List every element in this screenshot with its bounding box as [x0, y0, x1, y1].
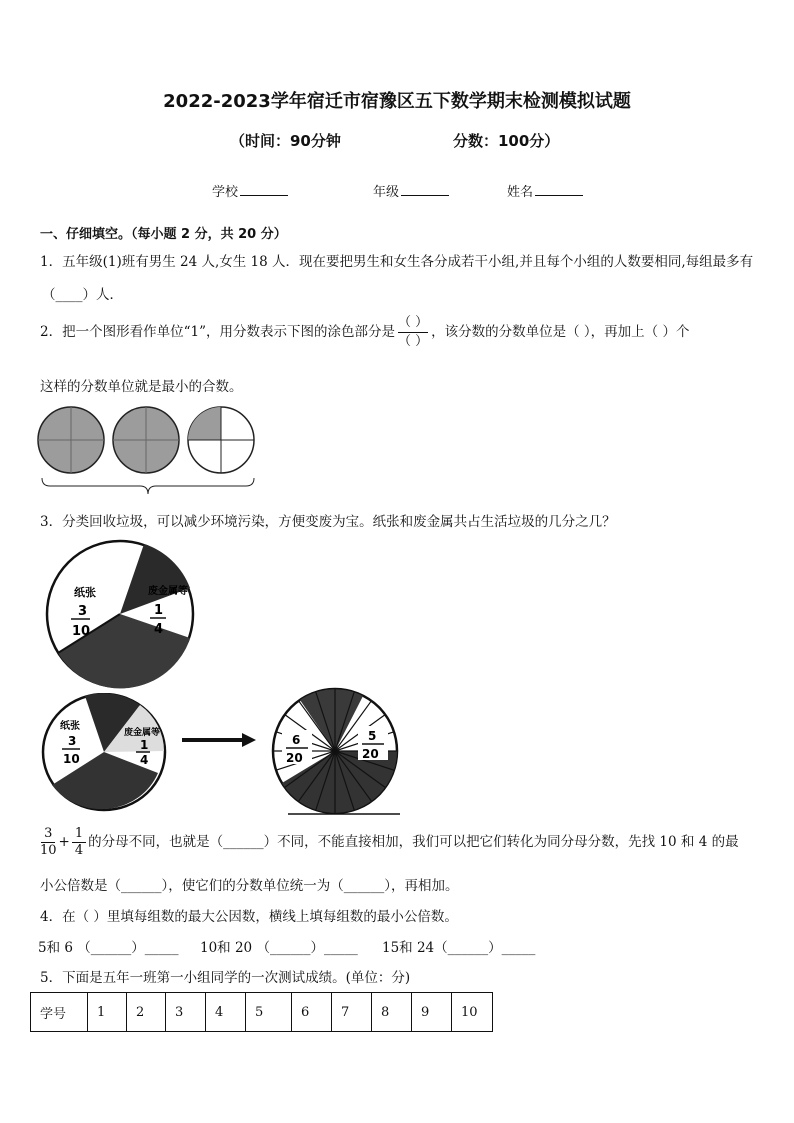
q2-frac-bottom: （ ） [397, 334, 429, 349]
pie1-paper-den: 10 [72, 624, 91, 639]
pie2-paper-num: 3 [68, 734, 77, 748]
table-header-cell: 1 [88, 993, 127, 1032]
table-header-cell: 2 [127, 993, 166, 1032]
school-label: 学校 [212, 185, 239, 200]
pie1-metal-num: 1 [154, 603, 164, 618]
circle-2 [113, 407, 179, 473]
name-label: 姓名 [507, 185, 534, 200]
pie1-metal-label: 废金属等 [148, 586, 188, 597]
pie1-paper-num: 3 [78, 604, 88, 619]
circle-3 [188, 407, 254, 473]
arrow-right-icon [180, 730, 260, 750]
section-heading: 一、仔细填空。（每小题 2 分，共 20 分） [40, 227, 287, 242]
q3-pie-chart-2 [40, 693, 170, 815]
brace [42, 478, 254, 494]
q4-item-2[interactable]: 10和 20 （______）_____ [200, 940, 358, 956]
q4-item-1[interactable]: 5和 6 （______）_____ [38, 940, 179, 956]
grade-field[interactable] [373, 181, 449, 200]
table-header-cell: 7 [332, 993, 372, 1032]
table-header-cell: 3 [166, 993, 206, 1032]
q3-pie-chart-3 [268, 686, 418, 820]
table-header-cell: 9 [412, 993, 452, 1032]
pie1-metal-den: 4 [154, 622, 164, 637]
pie1-paper-label: 纸张 [74, 586, 96, 599]
circle-1 [38, 407, 104, 473]
name-field[interactable] [507, 181, 583, 200]
time-label: （时间：90分钟 [230, 132, 341, 150]
q3-explanation-line1 [38, 826, 739, 859]
q3-question: 3．分类回收垃圾，可以减少环境污染，方便变废为宝。纸张和废金属共占生活垃圾的几分之几？ [40, 514, 616, 530]
pie2-metal-label: 废金属等 [124, 728, 161, 738]
q3-pie-chart-1 [44, 538, 196, 690]
q2-fraction-blank[interactable] [398, 314, 428, 351]
school-field[interactable] [212, 181, 288, 200]
table-header-cell: 8 [372, 993, 412, 1032]
expr-plus: + [58, 834, 70, 850]
q2-frac-top: （ ） [398, 314, 428, 333]
pie2-paper-den: 10 [63, 752, 80, 766]
q2-text-a: 2．把一个图形看作单位“1”，用分数表示下图的涂色部分是 [40, 324, 395, 340]
table-header-cell: 5 [246, 993, 292, 1032]
score-table [30, 992, 493, 1032]
table-header-cell: 6 [292, 993, 332, 1032]
q4-item-3[interactable]: 15和 24（______）_____ [382, 940, 536, 956]
q1-line1: 1．五年级(1)班有男生 24 人,女生 18 人．现在要把男生和女生各分成若干小组,并且每个小组的人数要相同,每组最多有 [40, 254, 754, 270]
q4-question: 4．在（ ）里填每组数的最大公因数，横线上填每组数的最小公倍数。 [40, 909, 458, 925]
table-header-cell: 4 [206, 993, 246, 1032]
expr-frac-a: $\frac{3}{10}$ [40, 826, 57, 858]
pie3-right-den: 20 [362, 747, 379, 761]
table-header-cell: 10 [452, 993, 493, 1032]
page-title: 2022-2023学年宿迁市宿豫区五下数学期末检测模拟试题 [163, 91, 631, 112]
q2-text-b: ，该分数的分数单位是（ ），再加上（ ）个 [431, 324, 690, 340]
pie2-metal-num: 1 [140, 738, 149, 752]
pie3-left-den: 20 [286, 751, 303, 765]
score-label: 分数：100分） [453, 132, 560, 150]
pie2-paper-label: 纸张 [60, 721, 80, 732]
q2-line2: 这样的分数单位就是最小的合数。 [40, 379, 243, 395]
q1-line2: （____）人． [42, 287, 123, 303]
grade-label: 年级 [373, 185, 400, 200]
table-row [31, 993, 493, 1032]
pie3-right-num: 5 [368, 729, 377, 743]
q2-circles-figure [36, 400, 262, 496]
q2-line1 [40, 314, 689, 351]
pie3-left-num: 6 [292, 733, 301, 747]
q3-line1-text: 的分母不同，也就是（______）不同，不能直接相加，我们可以把它们转化为同分母分数，先找 10 和 4 的最 [88, 834, 739, 850]
q3-explanation-line2: 小公倍数是（______），使它们的分数单位统一为（______），再相加。 [40, 878, 459, 894]
expr-frac-b: $\frac{1}{4}$ [72, 826, 86, 859]
table-header-cell: 学号 [31, 993, 88, 1032]
q5-question: 5．下面是五年一班第一小组同学的一次测试成绩。(单位：分) [40, 970, 411, 986]
pie2-metal-den: 4 [140, 753, 149, 767]
